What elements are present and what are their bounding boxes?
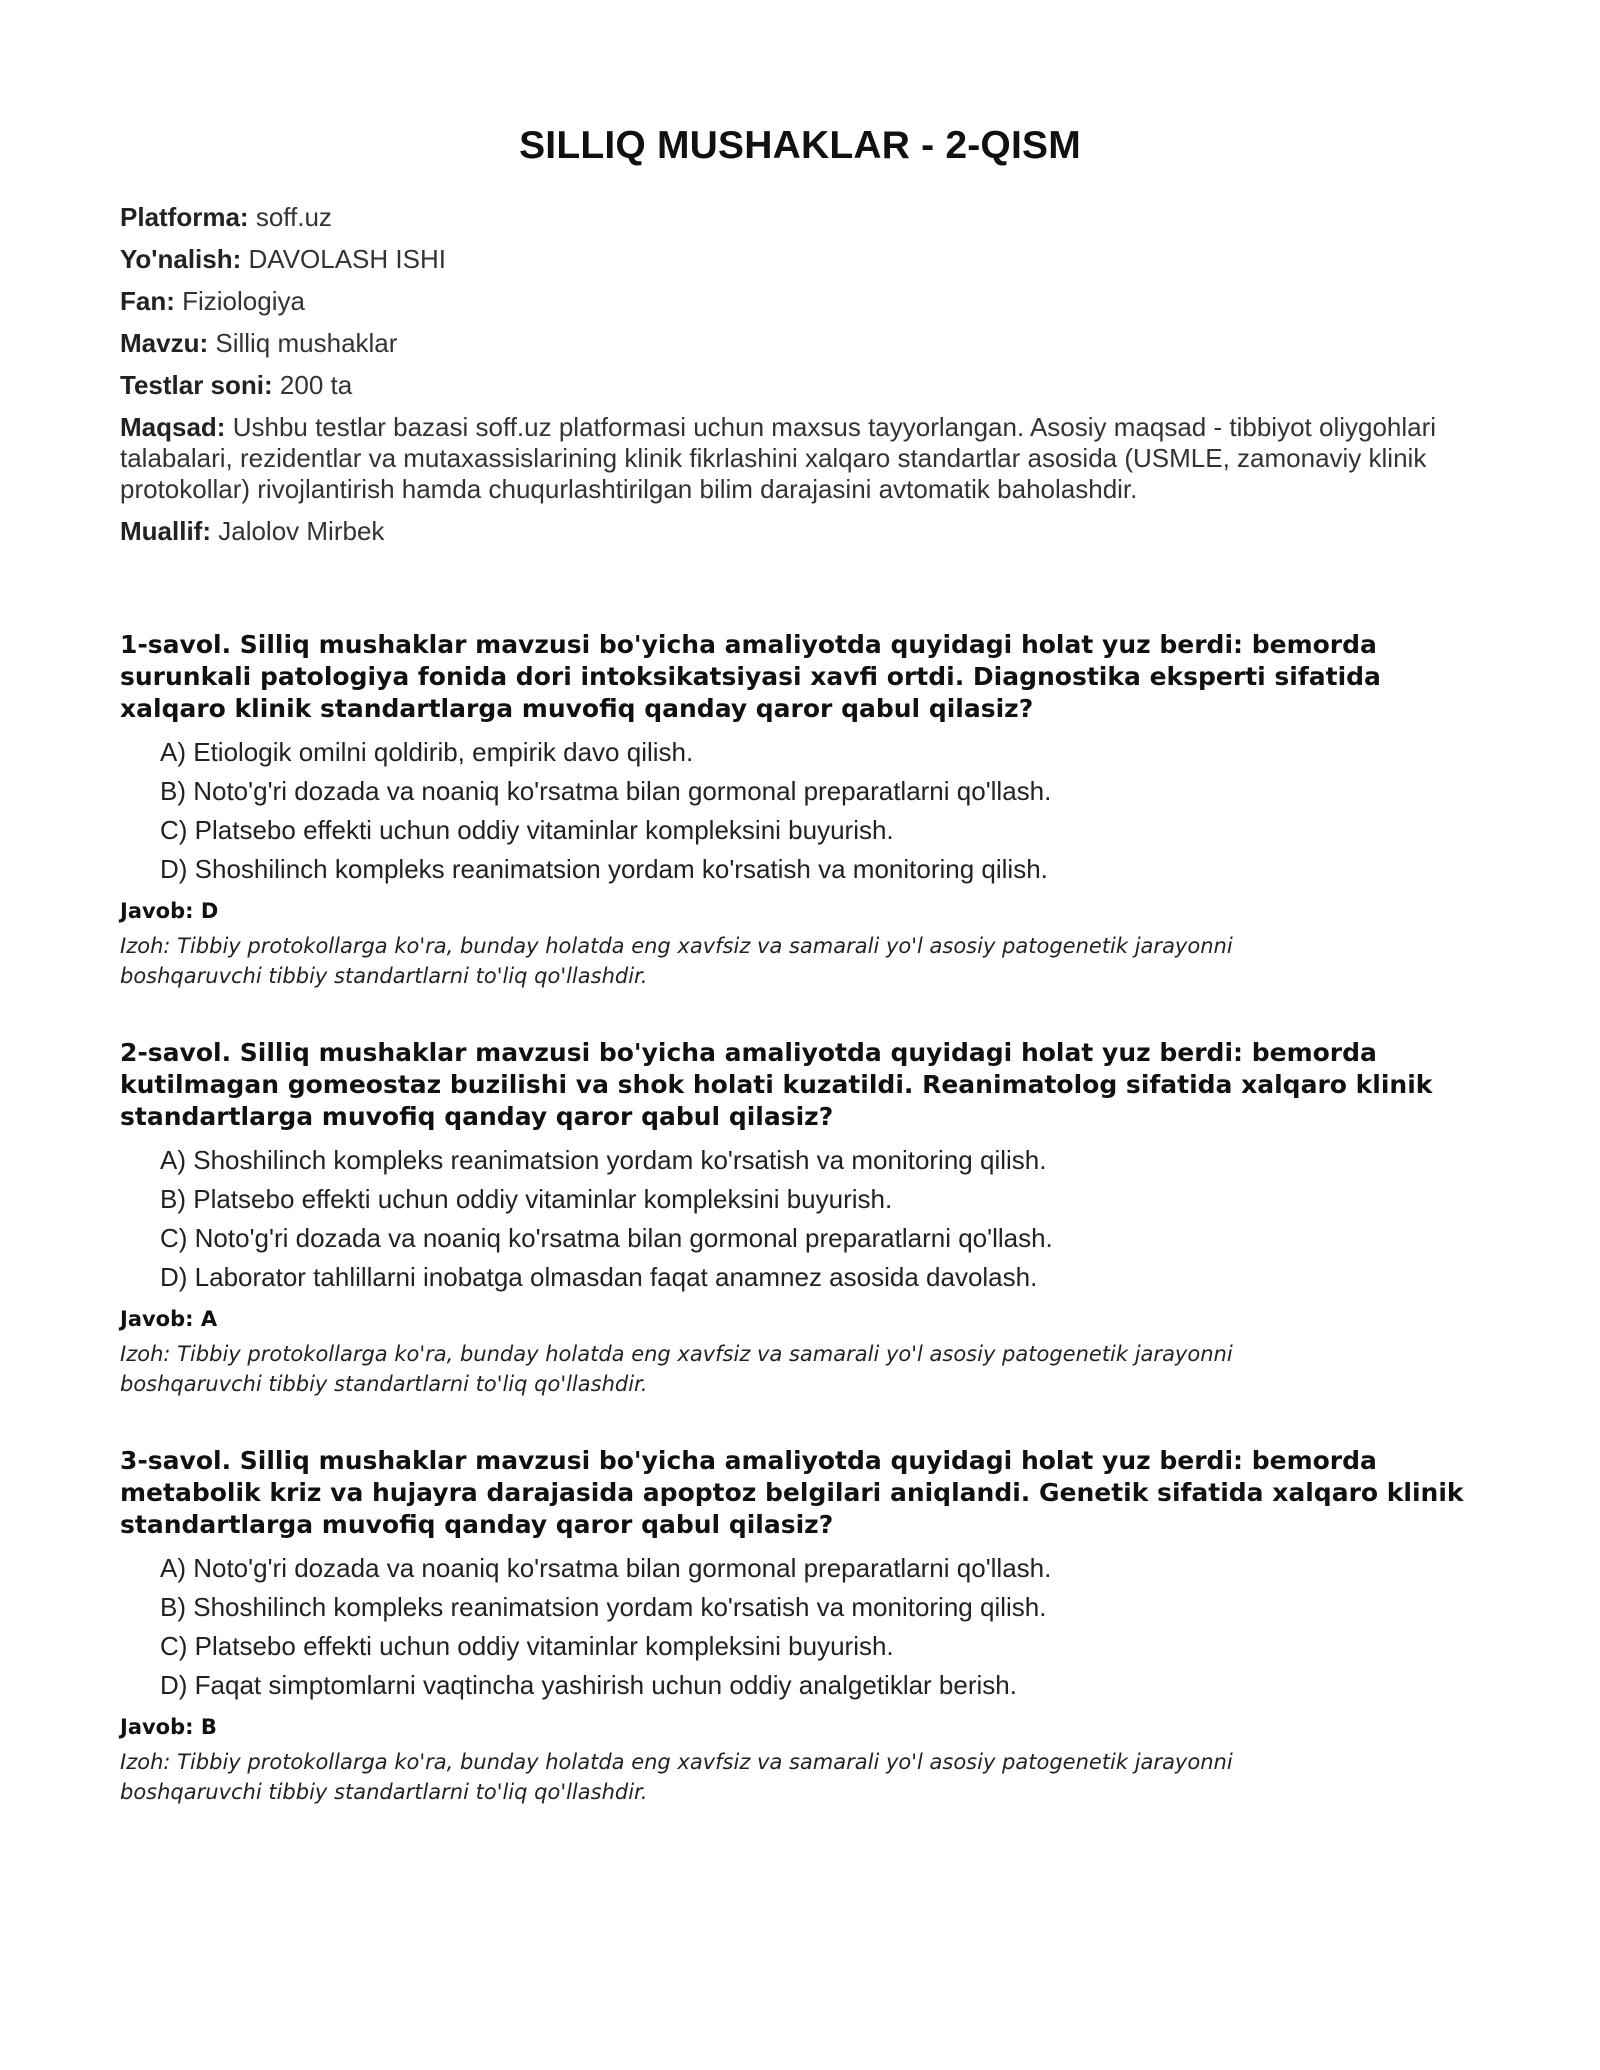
meta-author (120, 516, 1480, 547)
answer-option-d: D) Shoshilinch kompleks reanimatsion yordam ko'rsatish va monitoring qilish. (160, 854, 1048, 884)
correct-answer: Javob: A (120, 1307, 218, 1331)
meta-label: Mavzu: (120, 328, 209, 358)
question-text: 1-savol. Silliq mushaklar mavzusi bo'yicha amaliyotda quyidagi holat yuz berdi: bemorda surunkali patologiya fonida dori intoksikatsiyasi xavfi ortdi. Diagnostika eksperti sifatida xalqaro klinik standartlarga muvofiq qanday qaror qabul qilasiz? (120, 630, 1381, 723)
answer-option-c: C) Noto'g'ri dozada va noaniq ko'rsatma bilan gormonal preparatlarni qo'llash. (160, 1223, 1053, 1253)
meta-label: Maqsad: (120, 412, 226, 442)
meta-subject (120, 286, 1480, 317)
answer-option-b: B) Noto'g'ri dozada va noaniq ko'rsatma bilan gormonal preparatlarni qo'llash. (160, 776, 1052, 806)
answer-option-b: B) Platsebo effekti uchun oddiy vitaminlar kompleksini buyurish. (160, 1184, 893, 1214)
meta-topic (120, 328, 1480, 359)
meta-platform (120, 202, 1480, 233)
answer-option-c: C) Platsebo effekti uchun oddiy vitaminlar kompleksini buyurish. (160, 1631, 894, 1661)
answer-option-a: A) Etiologik omilni qoldirib, empirik davo qilish. (160, 737, 694, 767)
meta-label: Muallif: (120, 516, 211, 546)
meta-test-count (120, 370, 1480, 401)
meta-value: DAVOLASH ISHI (248, 244, 446, 274)
answer-option-c: C) Platsebo effekti uchun oddiy vitaminlar kompleksini buyurish. (160, 815, 894, 845)
meta-value: soff.uz (255, 202, 332, 232)
meta-label: Platforma: (120, 202, 249, 232)
meta-value: Ushbu testlar bazasi soff.uz platformasi uchun maxsus tayyorlangan. Asosiy maqsad - tibbiyot oliygohlari talabalari, rezidentlar va mutaxassislarining klinik fikrlashini xalqaro standartlar asosida (USMLE, zamonaviy klinik protokollar) rivojlantirish hamda chuqurlashtirilgan bilim darajasini avtomatik baholashdir. (120, 412, 1437, 504)
answer-option-a: A) Noto'g'ri dozada va noaniq ko'rsatma bilan gormonal preparatlarni qo'llash. (160, 1553, 1052, 1583)
question-text: 3-savol. Silliq mushaklar mavzusi bo'yicha amaliyotda quyidagi holat yuz berdi: bemorda metabolik kriz va hujayra darajasida apoptoz belgilari aniqlandi. Genetik sifatida xalqaro klinik standartlarga muvofiq qanday qaror qabul qilasiz? (120, 1446, 1464, 1539)
meta-value: 200 ta (279, 370, 353, 400)
meta-label: Yo'nalish: (120, 244, 242, 274)
meta-direction (120, 244, 1480, 275)
correct-answer: Javob: D (120, 899, 219, 923)
meta-block (120, 202, 1480, 547)
question-1 (120, 629, 1480, 991)
question-text: 2-savol. Silliq mushaklar mavzusi bo'yicha amaliyotda quyidagi holat yuz berdi: bemorda kutilmagan gomeostaz buzilishi va shok holati kuzatildi. Reanimatolog sifatida xalqaro klinik standartlarga muvofiq qanday qaror qabul qilasiz? (120, 1038, 1433, 1131)
correct-answer: Javob: B (120, 1715, 217, 1739)
meta-label: Fan: (120, 286, 175, 316)
answer-explanation: Izoh: Tibbiy protokollarga ko'ra, bunday holatda eng xavfsiz va samarali yo'l asosiy patogenetik jarayonni boshqaruvchi tibbiy standartlarni to'liq qo'llashdir. (120, 1750, 1233, 1804)
question-list (120, 629, 1480, 1807)
meta-label: Testlar soni: (120, 370, 273, 400)
question-3 (120, 1445, 1480, 1807)
answer-option-a: A) Shoshilinch kompleks reanimatsion yordam ko'rsatish va monitoring qilish. (160, 1145, 1047, 1175)
answer-option-b: B) Shoshilinch kompleks reanimatsion yordam ko'rsatish va monitoring qilish. (160, 1592, 1047, 1622)
meta-value: Fiziologiya (182, 286, 305, 316)
meta-value: Silliq mushaklar (215, 328, 398, 358)
answer-option-d: D) Faqat simptomlarni vaqtincha yashirish uchun oddiy analgetiklar berish. (160, 1670, 1017, 1700)
answer-explanation: Izoh: Tibbiy protokollarga ko'ra, bunday holatda eng xavfsiz va samarali yo'l asosiy patogenetik jarayonni boshqaruvchi tibbiy standartlarni to'liq qo'llashdir. (120, 1342, 1233, 1396)
answer-option-d: D) Laborator tahlillarni inobatga olmasdan faqat anamnez asosida davolash. (160, 1262, 1038, 1292)
answer-explanation: Izoh: Tibbiy protokollarga ko'ra, bunday holatda eng xavfsiz va samarali yo'l asosiy patogenetik jarayonni boshqaruvchi tibbiy standartlarni to'liq qo'llashdir. (120, 934, 1233, 988)
meta-purpose (120, 412, 1480, 505)
question-2 (120, 1037, 1480, 1399)
meta-value: Jalolov Mirbek (218, 516, 385, 546)
page-title: SILLIQ MUSHAKLAR - 2-QISM (519, 124, 1081, 167)
